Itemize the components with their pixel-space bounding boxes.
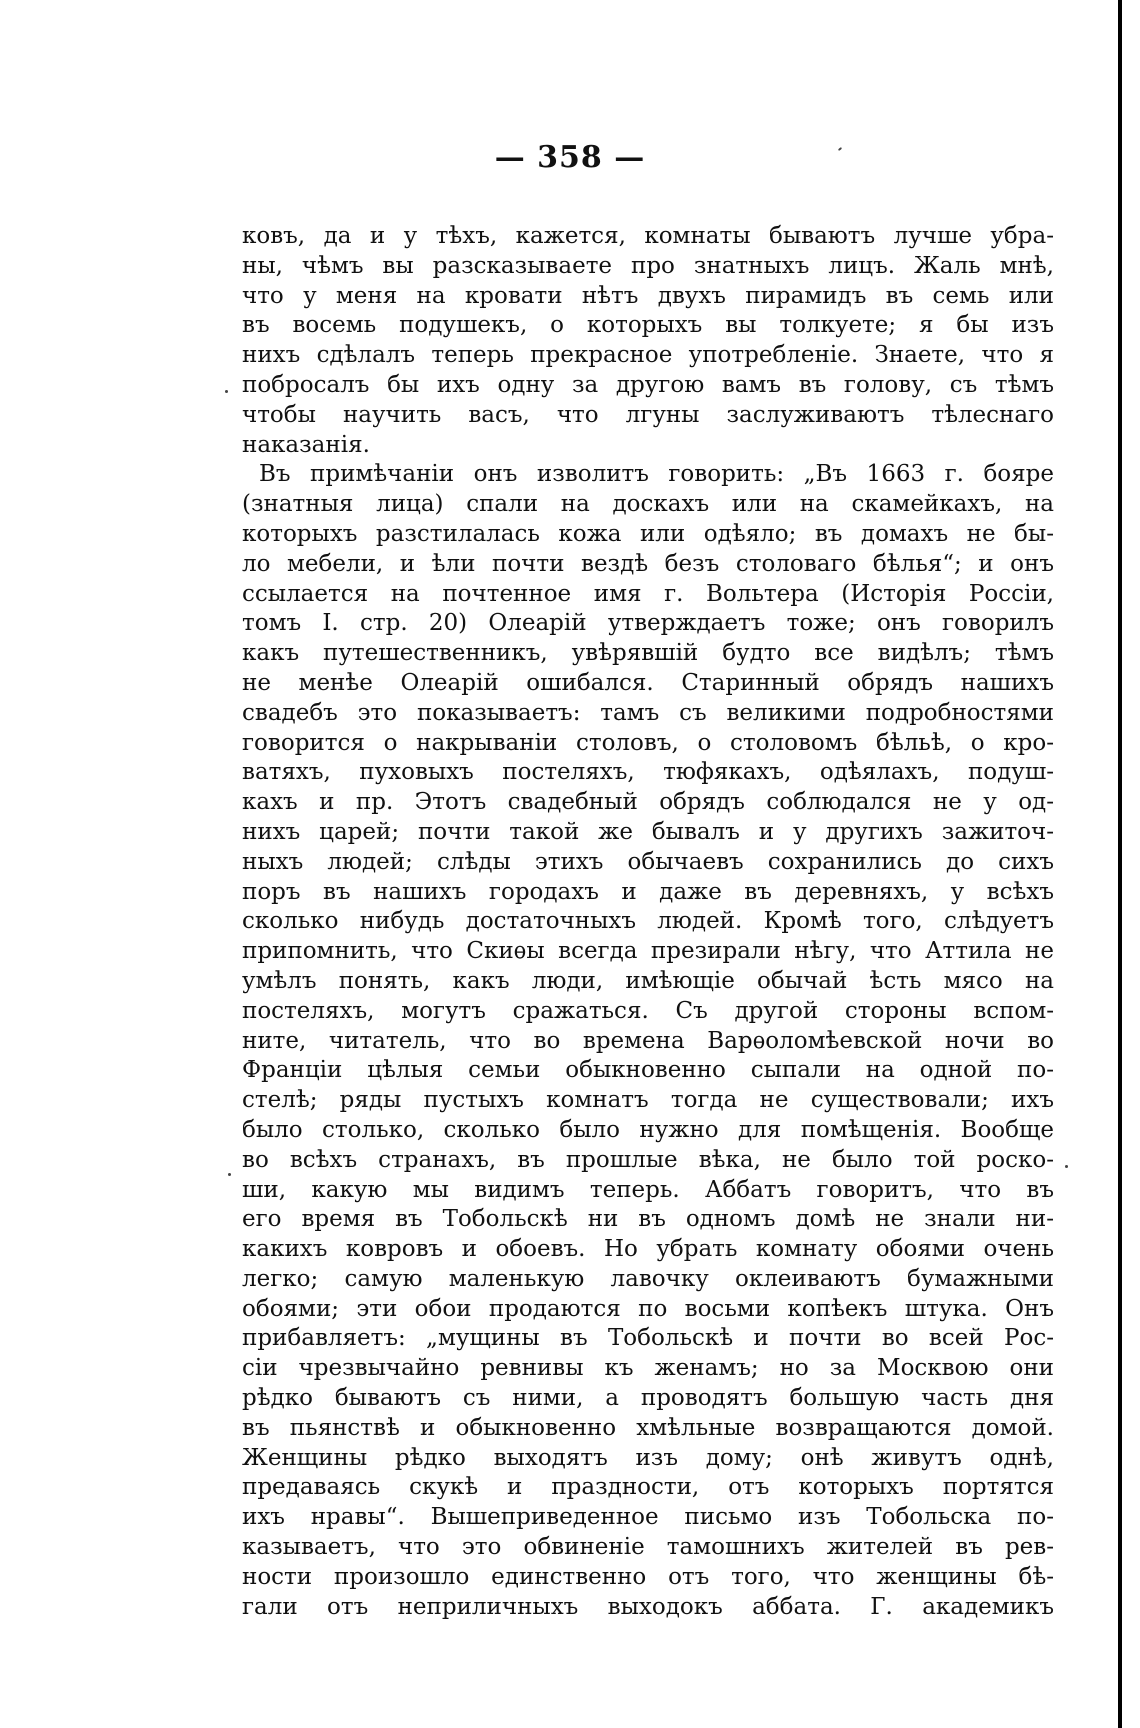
text-line: какъ путешественникъ, увѣрявшій будто все видѣлъ; тѣмъ xyxy=(242,640,1054,667)
text-line: ности произошло единственно отъ того, что женщины бѣ- xyxy=(242,1563,1054,1590)
page-edge-rule xyxy=(1118,0,1122,1728)
text-line: гали отъ неприличныхъ выходокъ аббата. Г. академикъ xyxy=(242,1593,1054,1620)
text-line: предаваясь скукѣ и праздности, отъ которыхъ портятся xyxy=(242,1474,1054,1501)
text-line: ны, чѣмъ вы разсказываете про знатныхъ лицъ. Жаль мнѣ, xyxy=(242,252,1054,279)
page-number: — 358 — xyxy=(494,140,646,175)
text-line: чтобы научить васъ, что лгуны заслуживаютъ тѣлеснаго xyxy=(242,401,1054,428)
text-line: Женщины рѣдко выходятъ изъ дому; онѣ живутъ однѣ, xyxy=(242,1444,1054,1471)
text-line: ватяхъ, пуховыхъ постеляхъ, тюфякахъ, одѣялахъ, подуш- xyxy=(242,759,1054,786)
text-line: припомнить, что Скиѳы всегда презирали нѣгу, что Аттила не xyxy=(242,938,1054,965)
text-line: Франціи цѣлыя семьи обыкновенно сыпали на одной по- xyxy=(242,1057,1054,1084)
text-line: какихъ ковровъ и обоевъ. Но убрать комнату обоями очень xyxy=(242,1236,1054,1263)
text-line: кахъ и пр. Этотъ свадебный обрядъ соблюдался не у од- xyxy=(242,789,1054,816)
text-line: сколько нибудь достаточныхъ людей. Кромѣ того, слѣдуетъ xyxy=(242,908,1054,935)
text-line: ныхъ людей; слѣды этихъ обычаевъ сохранились до сихъ xyxy=(242,848,1054,875)
text-line: ните, читатель, что во времена Варѳоломѣевской ночи во xyxy=(242,1027,1054,1054)
text-line: рѣдко бываютъ съ ними, а проводятъ большую часть дня xyxy=(242,1385,1054,1412)
text-line: сіи чрезвычайно ревнивы къ женамъ; но за Москвою они xyxy=(242,1355,1054,1382)
scan-speck xyxy=(1065,1165,1068,1168)
text-line: легко; самую маленькую лавочку оклеиваютъ бумажными xyxy=(242,1265,1054,1292)
text-line: во всѣхъ странахъ, въ прошлые вѣка, не было той роско- xyxy=(242,1146,1054,1173)
text-line: ихъ нравы“. Вышеприведенное письмо изъ Тобольска по- xyxy=(242,1504,1054,1531)
text-line: постеляхъ, могутъ сражаться. Съ другой стороны вспом- xyxy=(242,997,1054,1024)
text-line: ло мебели, и ѣли почти вездѣ безъ столоваго бѣлья“; и онъ xyxy=(242,550,1054,577)
body-text xyxy=(242,222,1054,1652)
text-line: прибавляетъ: „мущины въ Тобольскѣ и почти во всей Рос- xyxy=(242,1325,1054,1352)
text-line: свадебъ это показываетъ: тамъ съ великими подробностями xyxy=(242,699,1054,726)
text-line: которыхъ разстилалась кожа или одѣяло; въ домахъ не бы- xyxy=(242,520,1054,547)
scan-speck xyxy=(225,390,228,393)
text-line: нихъ сдѣлалъ теперь прекрасное употребленіе. Знаете, что я xyxy=(242,342,1054,369)
text-line: (знатныя лица) спали на доскахъ или на скамейкахъ, на xyxy=(242,491,1054,518)
text-line: было столько, сколько было нужно для помѣщенія. Вообще xyxy=(242,1116,1054,1143)
text-line xyxy=(242,1622,1054,1652)
text-line: казываетъ, что это обвиненіе тамошнихъ жителей въ рев- xyxy=(242,1534,1054,1561)
text-line: поръ въ нашихъ городахъ и даже въ деревняхъ, у всѣхъ xyxy=(242,878,1054,905)
scan-speck xyxy=(228,1173,231,1176)
text-line: нихъ царей; почти такой же бывалъ и у другихъ зажиточ- xyxy=(242,818,1054,845)
text-line: въ восемь подушекъ, о которыхъ вы толкуете; я бы изъ xyxy=(242,312,1054,339)
text-line: Въ примѣчаніи онъ изволитъ говорить: „Въ 1663 г. бояре xyxy=(259,461,1054,488)
text-line: въ пьянствѣ и обыкновенно хмѣльные возвращаются домой. xyxy=(242,1414,1054,1441)
text-line: ковъ, да и у тѣхъ, кажется, комнаты бываютъ лучше убра- xyxy=(242,223,1054,249)
text-line: томъ I. стр. 20) Олеарій утверждаетъ тоже; онъ говорилъ xyxy=(242,610,1054,637)
text-line: не менѣе Олеарій ошибался. Старинный обрядъ нашихъ xyxy=(242,669,1054,696)
text-line: наказанія. xyxy=(242,431,370,458)
text-line: ссылается на почтенное имя г. Вольтера (Исторія Россіи, xyxy=(242,580,1054,607)
text-line: стелѣ; ряды пустыхъ комнатъ тогда не существовали; ихъ xyxy=(242,1087,1054,1114)
text-line: что у меня на кровати нѣтъ двухъ пирамидъ въ семь или xyxy=(242,282,1054,309)
text-line: побросалъ бы ихъ одну за другою вамъ въ голову, съ тѣмъ xyxy=(242,371,1054,398)
text-line: ши, какую мы видимъ теперь. Аббатъ говоритъ, что въ xyxy=(242,1176,1054,1203)
text-line: обоями; эти обои продаются по восьми копѣекъ штука. Онъ xyxy=(242,1295,1054,1322)
text-line: умѣлъ понять, какъ люди, имѣющіе обычай ѣсть мясо на xyxy=(242,967,1054,994)
text-line: говорится о накрываніи столовъ, о столовомъ бѣльѣ, о кро- xyxy=(242,729,1054,756)
text-line: его время въ Тобольскѣ ни въ одномъ домѣ не знали ни- xyxy=(242,1206,1054,1233)
